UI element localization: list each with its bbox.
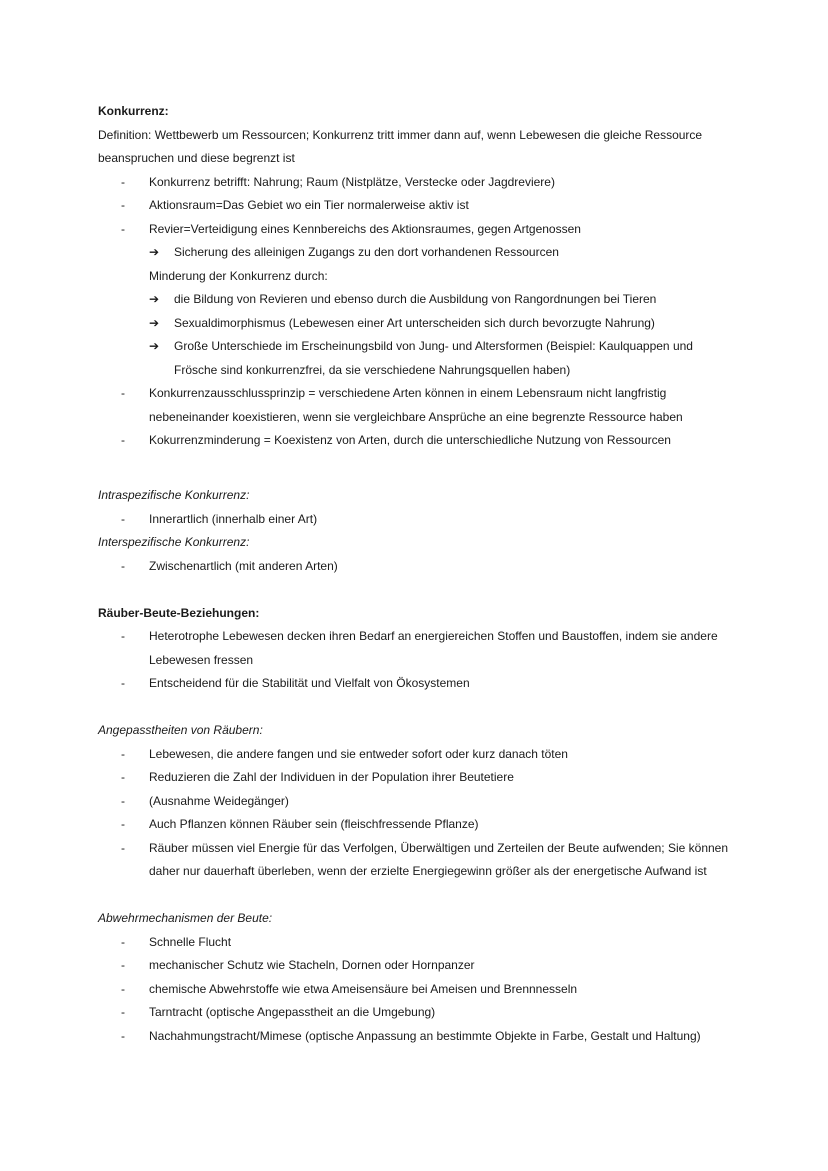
arrow-item-text: die Bildung von Revieren und ebenso durch die Ausbildung von Rangordnungen bei Tieren	[174, 292, 657, 306]
arrow-item	[149, 312, 738, 336]
raeuber-heading: Räuber-Beute-Beziehungen:	[98, 605, 260, 620]
list-item: - Zwischenartlich (mit anderen Arten)	[98, 555, 738, 579]
spacer	[98, 578, 738, 602]
arrow-item	[149, 241, 738, 265]
list-item: - (Ausnahme Weidegänger)	[98, 790, 738, 814]
arrow-right-icon: ➔	[149, 315, 160, 330]
revier-arrow-list	[149, 241, 738, 265]
list-item: - Aktionsraum=Das Gebiet wo ein Tier normalerweise aktiv ist	[98, 194, 738, 218]
konkurrenz-heading: Konkurrenz:	[98, 104, 169, 118]
spacer	[98, 453, 738, 477]
arrow-right-icon: ➔	[149, 292, 160, 306]
list-item: - Konkurrenzausschlussprinzip = verschiedene Arten können in einem Lebensraum nicht langfristig nebeneinander koexistieren, wenn sie vergleichbare Ansprüche an eine begrenzte Ressource haben	[98, 382, 738, 429]
intra-list	[98, 508, 738, 532]
list-item: - Tarntracht (optische Angepasstheit an die Umgebung)	[98, 1001, 738, 1025]
konkurrenz-list	[98, 171, 738, 453]
list-item: - Heterotrophe Lebewesen decken ihren Bedarf an energiereichen Stoffen und Baustoffen, indem sie andere Lebewesen fressen	[98, 625, 738, 672]
list-item-text: - Revier=Verteidigung eines Kennbereichs des Aktionsraumes, gegen Artgenossen	[149, 221, 581, 236]
list-item: - Reduzieren die Zahl der Individuen in der Population ihrer Beutetiere	[98, 766, 738, 790]
list-item	[98, 218, 738, 383]
list-item: - chemische Abwehrstoffe wie etwa Ameisensäure bei Ameisen und Brennnesseln	[98, 978, 738, 1002]
list-item: - mechanischer Schutz wie Stacheln, Dornen oder Hornpanzer	[98, 954, 738, 978]
abwehr-list	[98, 931, 738, 1049]
list-item: - Lebewesen, die andere fangen und sie entweder sofort oder kurz danach töten	[98, 743, 738, 767]
document-page	[98, 100, 738, 1048]
raeuber-list	[98, 625, 738, 696]
list-item: - Nachahmungstracht/Mimese (optische Anpassung an bestimmte Objekte in Farbe, Gestalt und Haltung)	[98, 1025, 738, 1049]
angepasst-heading: Angepasstheiten von Räubern:	[98, 723, 263, 737]
arrow-right-icon: ➔	[149, 245, 160, 259]
list-item: - Innerartlich (innerhalb einer Art)	[98, 508, 738, 532]
konkurrenz-definition: Definition: Wettbewerb um Ressourcen; Konkurrenz tritt immer dann auf, wenn Lebewesen die gleiche Ressource beanspruchen und diese begrenzt ist	[98, 127, 703, 165]
list-item: - Auch Pflanzen können Räuber sein (fleischfressende Pflanze)	[98, 813, 738, 837]
minderung-arrow-list	[149, 288, 738, 382]
spacer	[98, 696, 738, 720]
intra-heading: Intraspezifische Konkurrenz:	[98, 488, 250, 502]
arrow-item-text: Sexualdimorphismus (Lebewesen einer Art unterscheiden sich durch bevorzugte Nahrung)	[174, 315, 655, 330]
minderung-label: Minderung der Konkurrenz durch:	[149, 268, 328, 283]
angepasst-list	[98, 743, 738, 884]
list-item: - Entscheidend für die Stabilität und Vielfalt von Ökosystemen	[98, 672, 738, 696]
arrow-right-icon: ➔	[149, 339, 160, 353]
inter-heading: Interspezifische Konkurrenz:	[98, 535, 250, 549]
spacer	[98, 884, 738, 908]
abwehr-heading: Abwehrmechanismen der Beute:	[98, 911, 273, 925]
arrow-item	[149, 335, 738, 382]
spacer	[98, 476, 738, 484]
arrow-item	[149, 288, 738, 312]
arrow-item-text: Sicherung des alleinigen Zugangs zu den dort vorhandenen Ressourcen	[174, 245, 559, 259]
list-item: - Kokurrenzminderung = Koexistenz von Arten, durch die unterschiedliche Nutzung von Ressourcen	[98, 429, 738, 453]
arrow-item-text: Große Unterschiede im Erscheinungsbild von Jung- und Altersformen (Beispiel: Kaulquappen und Frösche sind konkurrenzfrei, da sie verschiedene Nahrungsquellen haben)	[174, 339, 693, 377]
list-item: - Konkurrenz betrifft: Nahrung; Raum (Nistplätze, Verstecke oder Jagdreviere)	[98, 171, 738, 195]
list-item: - Räuber müssen viel Energie für das Verfolgen, Überwältigen und Zerteilen der Beute aufwenden; Sie können daher nur dauerhaft überleben, wenn der erzielte Energiegewinn größer als der energetische Aufwand ist	[98, 837, 738, 884]
list-item: - Schnelle Flucht	[98, 931, 738, 955]
inter-list	[98, 555, 738, 579]
